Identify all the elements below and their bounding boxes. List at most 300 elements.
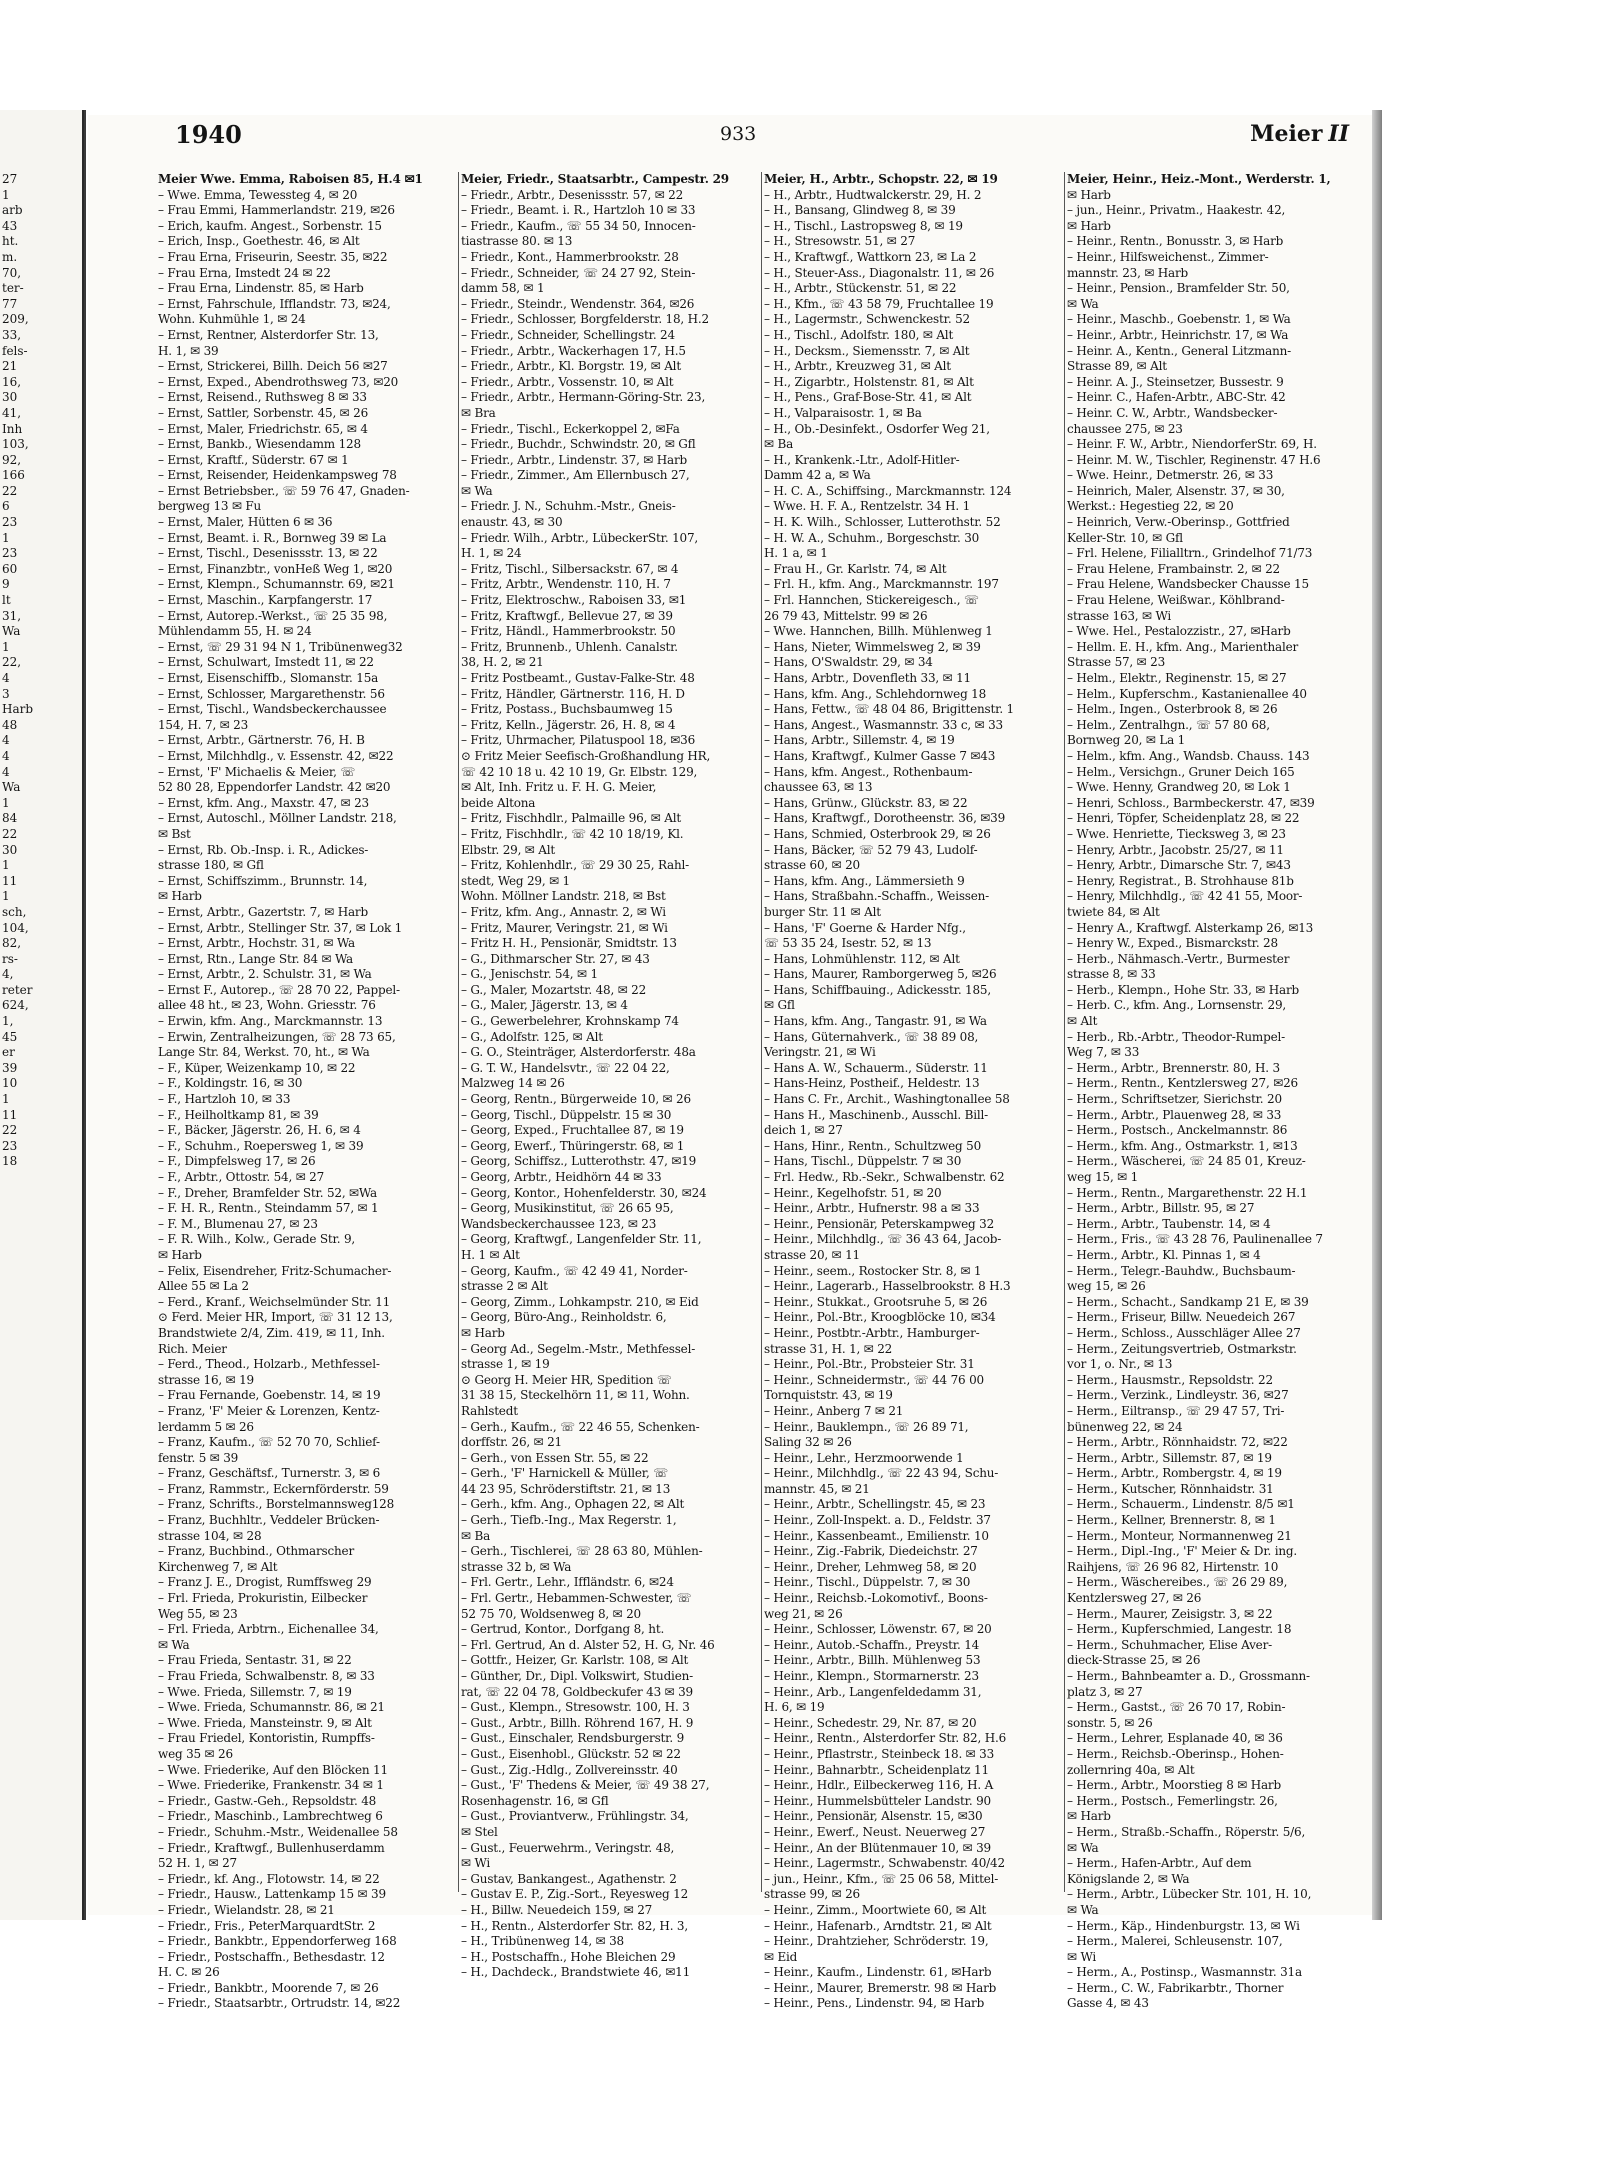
directory-entry: – Ernst, Fahrschule, Ifflandstr. 73, ✉24,: [158, 296, 391, 311]
directory-entry: Wandsbeckerchaussee 123, ✉ 23: [461, 1216, 657, 1231]
directory-entry: – H., Postschaffn., Hohe Bleichen 29: [461, 1949, 676, 1964]
directory-entry: – Heinr., Rentn., Alsterdorfer Str. 82, H.6: [764, 1731, 1007, 1746]
directory-entry: – Ernst, Schiffszimm., Brunnstr. 14,: [158, 873, 368, 888]
directory-entry: – Hans, Maurer, Ramborgerweg 5, ✉26: [764, 967, 997, 982]
directory-entry: ✉ Harb: [1067, 1809, 1111, 1824]
directory-entry: – Hans, kfm. Ang., Lämmersieth 9: [764, 873, 965, 888]
directory-entry: – Heinr., Anberg 7 ✉ 21: [764, 1403, 904, 1418]
directory-entry: ✉ Bra: [461, 405, 496, 420]
directory-entry: – Hans, Lohmühlenstr. 112, ✉ Alt: [764, 951, 960, 966]
directory-entry: – Ernst, Schulwart, Imstedt 11, ✉ 22: [158, 655, 374, 670]
directory-entry: – Herm., Maurer, Zeisigstr. 3, ✉ 22: [1067, 1606, 1273, 1621]
previous-page-fragment: ht.: [2, 234, 19, 249]
previous-page-fragment: 41,: [2, 405, 22, 420]
directory-entry: – Heinr., Kegelhofstr. 51, ✉ 20: [764, 1185, 942, 1200]
directory-entry: deich 1, ✉ 27: [764, 1123, 843, 1138]
page-number: 933: [720, 123, 757, 145]
directory-entry: – Herm., Schauerm., Lindenstr. 8/5 ✉1: [1067, 1497, 1295, 1512]
directory-entry: – Herm., Bahnbeamter a. D., Grossmann-: [1067, 1669, 1310, 1683]
directory-entry: – Ernst, Beamt. i. R., Bornweg 39 ✉ La: [158, 530, 387, 545]
directory-entry: – Herm., Verzink., Lindleystr. 36, ✉27: [1067, 1388, 1289, 1403]
directory-entry: – G., Jenischstr. 54, ✉ 1: [461, 967, 598, 982]
directory-entry: – Herm., Arbtr., Sillemstr. 87, ✉ 19: [1067, 1450, 1272, 1465]
directory-entry: – Herm., A., Postinsp., Wasmannstr. 31a: [1067, 1965, 1302, 1980]
directory-entry: – Ernst, Eisenschiffb., Slomanstr. 15a: [158, 671, 379, 685]
directory-entry: – Ernst, Tischl., Wandsbeckerchaussee: [158, 702, 387, 717]
directory-entry: – Franz, Schrifts., Borstelmannsweg128: [158, 1497, 395, 1512]
directory-entry: – Friedr., Schlosser, Borgfelderstr. 18, H.2: [461, 312, 709, 327]
directory-entry: – Herm., Kupferschmied, Langestr. 18: [1067, 1622, 1292, 1637]
directory-entry: – Heinr. F. W., Arbtr., NiendorferStr. 69, H.: [1067, 437, 1317, 452]
directory-entry: – Ernst, Arbtr., Hochstr. 31, ✉ Wa: [158, 936, 355, 951]
directory-entry: – Frau Fernande, Goebenstr. 14, ✉ 19: [158, 1388, 381, 1403]
directory-entry: – Herm., Arbtr., Moorstieg 8 ✉ Harb: [1067, 1778, 1281, 1793]
directory-entry: Werkst.: Hegestieg 22, ✉ 20: [1067, 499, 1234, 514]
directory-entry: – Friedr., Beamt. i. R., Hartzloh 10 ✉ 33: [461, 203, 696, 218]
directory-entry: – Ernst, Schlosser, Margarethenstr. 56: [158, 686, 385, 701]
directory-entry: – Heinr., Lagerarb., Hasselbrookstr. 8 H.3: [764, 1279, 1011, 1294]
directory-entry: – Friedr., Arbtr., Wackerhagen 17, H.5: [461, 343, 686, 358]
directory-entry: 38, H. 2, ✉ 21: [461, 655, 544, 670]
directory-entry: – Ernst, Strickerei, Billh. Deich 56 ✉27: [158, 359, 388, 374]
directory-entry: – Ernst, Milchhdlg., v. Essenstr. 42, ✉22: [158, 748, 394, 763]
directory-column-1: [158, 172, 444, 2011]
directory-entry: ✉ Wi: [1067, 1949, 1097, 1964]
previous-page-fragment: 4: [2, 764, 10, 779]
directory-entry: – Herm., Kutscher, Rönnhaidstr. 31: [1067, 1481, 1274, 1496]
directory-entry: – Wwe. Emma, Tewessteg 4, ✉ 20: [158, 187, 358, 202]
previous-page-fragment: 3: [2, 686, 10, 701]
directory-entry: weg 35 ✉ 26: [158, 1746, 233, 1761]
directory-entry: Bornweg 20, ✉ La 1: [1067, 733, 1186, 748]
directory-entry: – Ernst, 'F' Michaelis & Meier, ☏: [158, 764, 356, 779]
directory-entry: – Herm., Monteur, Normannenweg 21: [1067, 1528, 1292, 1543]
previous-page-fragment: 23: [2, 546, 18, 561]
directory-entry: Malzweg 14 ✉ 26: [461, 1076, 565, 1091]
directory-entry: H. 6, ✉ 19: [764, 1700, 825, 1715]
previous-page-fragment: 1: [2, 858, 10, 873]
directory-entry: Allee 55 ✉ La 2: [158, 1279, 249, 1294]
directory-entry: – Gust., Eisenhobl., Glückstr. 52 ✉ 22: [461, 1746, 681, 1761]
directory-entry: – Heinr., Zimm., Moortwiete 60, ✉ Alt: [764, 1902, 987, 1917]
directory-entry: chaussee 275, ✉ 23: [1067, 421, 1183, 436]
directory-entry: allee 48 ht., ✉ 23, Wohn. Griesstr. 76: [158, 998, 376, 1013]
directory-entry: – Fritz, Uhrmacher, Pilatuspool 18, ✉36: [461, 733, 696, 748]
previous-page-fragment: 9: [2, 577, 10, 592]
directory-entry: – Franz, 'F' Meier & Lorenzen, Kentz-: [158, 1403, 380, 1418]
directory-entry: – Franz, Kaufm., ☏ 52 70 70, Schlief-: [158, 1435, 380, 1450]
directory-entry: – Helm., Zentralhgn., ☏ 57 80 68,: [1067, 717, 1270, 732]
directory-entry: – Hans, Bäcker, ☏ 52 79 43, Ludolf-: [764, 842, 978, 857]
directory-entry: – Herm., Arbtr., Brennerstr. 80, H. 3: [1067, 1060, 1280, 1075]
directory-entry: – Friedr., Arbtr., Lindenstr. 37, ✉ Harb: [461, 452, 688, 467]
directory-entry: Rosenhagenstr. 16, ✉ Gfl: [461, 1793, 609, 1808]
directory-entry: – F. M., Blumenau 27, ✉ 23: [158, 1216, 318, 1231]
previous-page-fragment: fels-: [2, 343, 28, 358]
directory-entry: bünenweg 22, ✉ 24: [1067, 1419, 1183, 1434]
directory-entry: rat, ☏ 22 04 78, Goldbeckufer 43 ✉ 39: [461, 1684, 693, 1699]
directory-entry: Meier, H., Arbtr., Schopstr. 22, ✉ 19: [764, 172, 998, 186]
directory-entry: – Hans-Heinz, Postheif., Heldestr. 13: [764, 1076, 980, 1091]
directory-entry: – H., Billw. Neuedeich 159, ✉ 27: [461, 1902, 653, 1917]
previous-page-fragment: 1: [2, 639, 10, 654]
directory-entry: – Georg, Schiffsz., Lutterothstr. 47, ✉19: [461, 1154, 697, 1169]
directory-entry: – Friedr., Tischl., Eckerkoppel 2, ✉Fa: [461, 421, 680, 436]
directory-entry: – Heinr., Pensionär, Peterskampweg 32: [764, 1216, 995, 1231]
previous-page-fragment: 4: [2, 671, 10, 685]
directory-entry: – Wwe. Hannchen, Billh. Mühlenweg 1: [764, 624, 993, 639]
directory-entry: – Heinr., Reichsb.-Lokomotivf., Boons-: [764, 1591, 988, 1606]
directory-entry: – Herm., Arbtr., Lübecker Str. 101, H. 10,: [1067, 1887, 1312, 1902]
directory-entry: strasse 32 b, ✉ Wa: [461, 1559, 572, 1574]
directory-entry: – Fritz, kfm. Ang., Annastr. 2, ✉ Wi: [461, 904, 666, 919]
previous-page-fragment: rs-: [2, 951, 18, 966]
directory-entry: – Friedr., Staatsarbtr., Ortrudstr. 14, ✉22: [158, 1996, 401, 2011]
directory-entry: – Herm., Käp., Hindenburgstr. 13, ✉ Wi: [1067, 1918, 1300, 1933]
directory-entry: – Herm., Malerei, Schleusenstr. 107,: [1067, 1934, 1283, 1949]
directory-entry: – Heinr., Pens., Lindenstr. 94, ✉ Harb: [764, 1996, 985, 2011]
directory-entry: Weg 55, ✉ 23: [158, 1606, 238, 1621]
directory-entry: – Gerh., von Essen Str. 55, ✉ 22: [461, 1450, 649, 1465]
directory-entry: – Herm., Hausmstr., Repsoldstr. 22: [1067, 1372, 1273, 1387]
directory-entry: – Friedr., Kraftwgf., Bullenhuserdamm: [158, 1840, 385, 1855]
directory-entry: – Friedr., kf. Ang., Flotowstr. 14, ✉ 22: [158, 1871, 380, 1886]
directory-entry: – Frl. Hannchen, Stickereigesch., ☏: [764, 593, 979, 608]
directory-entry: – Friedr., Bankbtr., Eppendorferweg 168: [158, 1934, 397, 1949]
directory-entry: – Herm., Postsch., Anckelmannstr. 86: [1067, 1123, 1288, 1138]
directory-entry: – Herb., Nähmasch.-Vertr., Burmester: [1067, 951, 1290, 966]
directory-entry: – Gustav, Bankangest., Agathenstr. 2: [461, 1871, 677, 1886]
directory-entry: – Ernst, ☏ 29 31 94 N 1, Tribünenweg32: [158, 639, 403, 654]
directory-entry: – Friedr., Maschinb., Lambrechtweg 6: [158, 1809, 383, 1824]
directory-entry: – Wwe. H. F. A., Rentzelstr. 34 H. 1: [764, 499, 971, 514]
directory-entry: – Frau Emmi, Hammerlandstr. 219, ✉26: [158, 203, 395, 218]
directory-entry: – Friedr., Hausw., Lattenkamp 15 ✉ 39: [158, 1887, 386, 1902]
directory-entry: – Herm., Dipl.-Ing., 'F' Meier & Dr. ing.: [1067, 1544, 1298, 1559]
directory-entry: – Helm., kfm. Ang., Wandsb. Chauss. 143: [1067, 748, 1310, 763]
directory-entry: – Heinr., Milchhdlg., ☏ 22 43 94, Schu-: [764, 1466, 999, 1481]
directory-entry: – Ernst, Autoschl., Möllner Landstr. 218,: [158, 811, 397, 826]
directory-entry: – Heinrich, Maler, Alsenstr. 37, ✉ 30,: [1067, 483, 1285, 498]
directory-entry: – Ernst, Rtn., Lange Str. 84 ✉ Wa: [158, 951, 354, 966]
directory-entry: – Ernst, Maler, Friedrichstr. 65, ✉ 4: [158, 421, 368, 436]
previous-page-fragment: 4: [2, 733, 10, 748]
directory-entry: – Heinr., Hafenarb., Arndtstr. 21, ✉ Alt: [764, 1918, 992, 1933]
previous-page-fragment: Harb: [2, 702, 34, 717]
directory-entry: – Herm., Schacht., Sandkamp 21 E, ✉ 39: [1067, 1294, 1309, 1309]
previous-page-fragment: er: [2, 1045, 15, 1060]
directory-entry: – Herm., Schloss., Ausschläger Allee 27: [1067, 1325, 1301, 1340]
directory-entry: – Hans, Kraftwgf., Dorotheenstr. 36, ✉39: [764, 811, 1006, 826]
directory-entry: weg 15, ✉ 1: [1067, 1170, 1139, 1184]
directory-entry: – Heinr., Tischl., Düppelstr. 7, ✉ 30: [764, 1575, 971, 1590]
directory-entry: – Gust., Zig.-Hdlg., Zollvereinsstr. 40: [461, 1762, 678, 1777]
directory-entry: – Heinr. C. W., Arbtr., Wandsbecker-: [1067, 405, 1278, 420]
header-year: 1940: [175, 120, 242, 149]
directory-entry: – Herb., Rb.-Arbtr., Theodor-Rumpel-: [1067, 1029, 1285, 1044]
previous-page-fragment: 30: [2, 390, 18, 405]
directory-entry: – Herm., C. W., Fabrikarbtr., Thorner: [1067, 1980, 1284, 1995]
directory-entry: – Friedr., Arbtr., Hermann-Göring-Str. 23,: [461, 390, 706, 405]
directory-entry: – Gust., Feuerwehrm., Veringstr. 48,: [461, 1840, 675, 1855]
directory-entry: – Ernst, Rb. Ob.-Insp. i. R., Adickes-: [158, 842, 369, 857]
directory-entry: weg 15, ✉ 26: [1067, 1279, 1146, 1294]
directory-entry: – H., Ob.-Desinfekt., Osdorfer Weg 21,: [764, 421, 990, 436]
directory-entry: – Fritz, Kraftwgf., Bellevue 27, ✉ 39: [461, 608, 673, 623]
directory-entry: – Henri, Schloss., Barmbeckerstr. 47, ✉39: [1067, 795, 1315, 810]
directory-entry: – Heinr. A. J., Steinsetzer, Bussestr. 9: [1067, 374, 1284, 389]
directory-entry: – Wwe. Henny, Grandweg 20, ✉ Lok 1: [1067, 780, 1291, 795]
directory-entry: – Hans, Schiffbauing., Adickesstr. 185,: [764, 982, 991, 997]
previous-page-fragment: 22: [2, 483, 18, 498]
previous-page-fragment: reter: [2, 982, 33, 997]
directory-entry: – Herm., Arbtr., Taubenstr. 14, ✉ 4: [1067, 1216, 1271, 1231]
directory-entry: – Felix, Eisendreher, Fritz-Schumacher-: [158, 1263, 392, 1278]
directory-entry: – Friedr., Postschaffn., Bethesdastr. 12: [158, 1949, 385, 1964]
directory-entry: Mühlendamm 55, H. ✉ 24: [158, 624, 312, 639]
directory-entry: – Erwin, kfm. Ang., Marckmannstr. 13: [158, 1014, 383, 1029]
directory-entry: – Georg Ad., Segelm.-Mstr., Methfessel-: [461, 1341, 696, 1356]
directory-entry: strasse 99, ✉ 26: [764, 1887, 860, 1902]
directory-entry: ✉ Harb: [1067, 187, 1111, 202]
directory-entry: – H., Dachdeck., Brandstwiete 46, ✉11: [461, 1965, 691, 1980]
directory-entry: – Friedr., Schneider, ☏ 24 27 92, Stein-: [461, 265, 696, 280]
directory-entry: – Ernst, Kraftf., Süderstr. 67 ✉ 1: [158, 452, 349, 467]
directory-entry: – Gust., Klempn., Stresowstr. 100, H. 3: [461, 1700, 690, 1715]
previous-page-fragment: 18: [2, 1154, 18, 1169]
directory-entry: – Frau Helene, Weißwar., Köhlbrand-: [1067, 593, 1285, 608]
directory-entry: – Hellm. E. H., kfm. Ang., Marienthaler: [1067, 639, 1299, 654]
directory-entry: – Ernst, Arbtr., Stellinger Str. 37, ✉ Lok 1: [158, 920, 403, 935]
directory-entry: burger Str. 11 ✉ Alt: [764, 904, 881, 919]
directory-entry: – Herm., Wäschereibes., ☏ 26 29 89,: [1067, 1575, 1288, 1590]
directory-entry: – Fritz, Fischhdlr., Palmaille 96, ✉ Alt: [461, 811, 681, 826]
directory-entry: – Ernst, kfm. Ang., Maxstr. 47, ✉ 23: [158, 795, 369, 810]
directory-entry: – Friedr., Arbtr., Kl. Borgstr. 19, ✉ Alt: [461, 359, 681, 374]
directory-entry: 52 75 70, Woldsenweg 8, ✉ 20: [461, 1606, 641, 1621]
previous-page-fragment: arb: [2, 203, 23, 218]
directory-entry: – Herm., Postsch., Femerlingstr. 26,: [1067, 1793, 1278, 1808]
previous-page-fragment: 166: [2, 468, 25, 483]
directory-entry: – Ernst Betriebsber., ☏ 59 76 47, Gnaden-: [158, 483, 410, 498]
directory-entry: twiete 84, ✉ Alt: [1067, 904, 1160, 919]
directory-entry: Kirchenweg 7, ✉ Alt: [158, 1559, 278, 1574]
directory-entry: Königslande 2, ✉ Wa: [1067, 1871, 1190, 1886]
directory-entry: – Hans, kfm. Ang., Tangastr. 91, ✉ Wa: [764, 1014, 987, 1029]
directory-entry: – Wwe. Hel., Pestalozzistr., 27, ✉Harb: [1067, 624, 1291, 639]
directory-entry: – Heinr., Klempn., Stormarnerstr. 23: [764, 1669, 979, 1683]
directory-entry: Rahlstedt: [461, 1403, 518, 1418]
directory-entry: – Herm., Reichsb.-Oberinsp., Hohen-: [1067, 1746, 1284, 1761]
directory-entry: – Friedr., Kont., Hammerbrookstr. 28: [461, 249, 679, 264]
directory-entry: – Frau H., Gr. Karlstr. 74, ✉ Alt: [764, 561, 947, 576]
directory-entry: – Ernst, Exped., Abendrothsweg 73, ✉20: [158, 374, 399, 389]
previous-page-fragment: 22,: [2, 655, 22, 670]
directory-entry: – Fritz H. H., Pensionär, Smidtstr. 13: [461, 936, 677, 951]
directory-entry: Lange Str. 84, Werkst. 70, ht., ✉ Wa: [158, 1045, 370, 1060]
previous-page-fragment: 1: [2, 530, 10, 545]
directory-entry: – Georg, Rentn., Bürgerweide 10, ✉ 26: [461, 1092, 691, 1107]
directory-entry: lerdamm 5 ✉ 26: [158, 1419, 254, 1434]
directory-entry: Rich. Meier: [158, 1341, 227, 1356]
directory-entry: – Frau Erna, Imstedt 24 ✉ 22: [158, 265, 331, 280]
directory-entry: – Herm., Lehrer, Esplanade 40, ✉ 36: [1067, 1731, 1283, 1746]
previous-page-fragment: 209,: [2, 312, 29, 327]
directory-entry: strasse 31, H. 1, ✉ 22: [764, 1341, 893, 1356]
page-header: [100, 120, 1365, 158]
directory-entry: mannstr. 23, ✉ Harb: [1067, 265, 1189, 280]
directory-entry: – Frl. H., kfm. Ang., Marckmannstr. 197: [764, 577, 999, 592]
directory-entry: – G., Maler, Mozartstr. 48, ✉ 22: [461, 982, 647, 997]
directory-entry: ✉ Alt, Inh. Fritz u. F. H. G. Meier,: [461, 780, 657, 795]
previous-page-margin: [0, 110, 84, 1920]
directory-entry: – H., Decksm., Siemensstr. 7, ✉ Alt: [764, 343, 970, 358]
directory-entry: – Ernst, Bankb., Wiesendamm 128: [158, 437, 361, 452]
directory-entry: – Ernst, Sattler, Sorbenstr. 45, ✉ 26: [158, 405, 369, 420]
directory-entry: ✉ Wa: [461, 483, 493, 498]
directory-entry: strasse 20, ✉ 11: [764, 1247, 860, 1262]
directory-entry: – Hans, kfm. Ang., Schlehdornweg 18: [764, 686, 987, 701]
directory-entry: – Gerh., kfm. Ang., Ophagen 22, ✉ Alt: [461, 1497, 685, 1512]
directory-entry: Saling 32 ✉ 26: [764, 1435, 852, 1450]
header-surname: [1250, 121, 1349, 147]
directory-entry: ✉ Wi: [461, 1856, 491, 1871]
directory-entry: – Fritz, Kelln., Jägerstr. 26, H. 8, ✉ 4: [461, 717, 676, 732]
directory-entry: – Frl. Gertr., Hebammen-Schwester, ☏: [461, 1591, 692, 1606]
previous-page-fragment: lt: [2, 593, 11, 608]
directory-entry: – H., Tribünenweg 14, ✉ 38: [461, 1934, 624, 1949]
directory-entry: – Erich, kaufm. Angest., Sorbenstr. 15: [158, 218, 382, 233]
directory-entry: – Gustav E. P., Zig.-Sort., Reyesweg 12: [461, 1887, 689, 1902]
directory-entry: – F., Hartzloh 10, ✉ 33: [158, 1092, 291, 1107]
directory-entry: – Georg, Tischl., Düppelstr. 15 ✉ 30: [461, 1107, 672, 1122]
directory-entry: – Georg, Büro-Ang., Reinholdstr. 6,: [461, 1310, 667, 1325]
directory-entry: Kentzlersweg 27, ✉ 26: [1067, 1591, 1202, 1606]
directory-entry: – F. R. Wilh., Kolw., Gerade Str. 9,: [158, 1232, 356, 1247]
directory-entry: – Georg, Kontor., Hohenfelderstr. 30, ✉24: [461, 1185, 707, 1200]
previous-page-fragment: ter-: [2, 281, 24, 296]
directory-entry: – Heinr., Bahnarbtr., Scheidenplatz 11: [764, 1762, 989, 1777]
previous-page-fragment: 33,: [2, 327, 22, 342]
directory-entry: ✉ Harb: [1067, 218, 1111, 233]
directory-entry: – Fritz, Kohlenhdlr., ☏ 29 30 25, Rahl-: [461, 858, 690, 873]
directory-entry: – Heinr., Milchhdlg., ☏ 36 43 64, Jacob-: [764, 1232, 1002, 1247]
directory-entry: – Fritz, Arbtr., Wendenstr. 110, H. 7: [461, 577, 671, 592]
directory-entry: H. 1, ✉ 39: [158, 343, 219, 358]
previous-page-fragment: 22: [2, 826, 18, 841]
directory-entry: – H. K. Wilh., Schlosser, Lutterothstr. 52: [764, 515, 1001, 530]
previous-page-fragment: 48: [2, 717, 18, 732]
directory-entry: – Fritz, Händl., Hammerbrookstr. 50: [461, 624, 676, 639]
directory-entry: – Hans, Güternahverk., ☏ 38 89 08,: [764, 1029, 979, 1044]
directory-entry: – Hans, Kraftwgf., Kulmer Gasse 7 ✉43: [764, 748, 996, 763]
directory-entry: – Wwe. Friederike, Frankenstr. 34 ✉ 1: [158, 1778, 384, 1793]
directory-entry: Brandstwiete 2/4, Zim. 419, ✉ 11, Inh.: [158, 1325, 385, 1340]
directory-entry: tiastrasse 80. ✉ 13: [461, 234, 573, 249]
previous-page-fragment: 11: [2, 1107, 18, 1122]
directory-entry: – Heinr., Kassenbeamt., Emilienstr. 10: [764, 1528, 989, 1543]
directory-entry: damm 58, ✉ 1: [461, 281, 545, 296]
directory-entry: – Georg, Ewerf., Thüringerstr. 68, ✉ 1: [461, 1138, 685, 1153]
directory-entry: ⊙ Fritz Meier Seefisch-Großhandlung HR,: [461, 748, 711, 763]
previous-page-fragment: 30: [2, 842, 18, 857]
directory-entry: – Heinr., Autob.-Schaffn., Preystr. 14: [764, 1637, 980, 1652]
previous-page-fragment: Wa: [2, 624, 21, 639]
directory-entry: – Gust., Arbtr., Billh. Röhrend 167, H. 9: [461, 1715, 694, 1730]
directory-entry: – Hans, Grünw., Glückstr. 83, ✉ 22: [764, 795, 968, 810]
directory-entry: – Franz, Buchhltr., Veddeler Brücken-: [158, 1513, 380, 1528]
directory-entry: – Heinr., Schedestr. 29, Nr. 87, ✉ 20: [764, 1715, 977, 1730]
directory-entry: – Henri, Töpfer, Scheidenplatz 28, ✉ 22: [1067, 811, 1300, 826]
directory-entry: – Frl. Frieda, Arbtrn., Eichenallee 34,: [158, 1622, 379, 1637]
directory-entry: – G., Dithmarscher Str. 27, ✉ 43: [461, 951, 650, 966]
directory-entry: enaustr. 43, ✉ 30: [461, 515, 563, 530]
directory-entry: – Ernst, Maschin., Karpfangerstr. 17: [158, 593, 373, 608]
directory-entry: – Frau Erna, Friseurin, Seestr. 35, ✉22: [158, 249, 388, 264]
directory-entry: mannstr. 45, ✉ 21: [764, 1481, 870, 1496]
previous-page-fragment: 1: [2, 889, 10, 904]
directory-entry: – Gerh., 'F' Harnickell & Müller, ☏: [461, 1466, 668, 1481]
directory-entry: 31 38 15, Steckelhörn 11, ✉ 11, Wohn.: [461, 1388, 690, 1403]
directory-entry: H. C. ✉ 26: [158, 1965, 220, 1980]
directory-entry: – Gust., Einschaler, Rendsburgerstr. 9: [461, 1731, 685, 1746]
directory-entry: – Heinr., Hilfsweichenst., Zimmer-: [1067, 249, 1269, 264]
directory-entry: – Herm., Wäscherei, ☏ 24 85 01, Kreuz-: [1067, 1154, 1306, 1169]
directory-entry: zollernring 40a, ✉ Alt: [1067, 1762, 1195, 1777]
directory-entry: – Wwe. Heinr., Detmerstr. 26, ✉ 33: [1067, 468, 1274, 483]
directory-entry: – H., Tischl., Adolfstr. 180, ✉ Alt: [764, 327, 954, 342]
directory-entry: – F., Dreher, Bramfelder Str. 52, ✉Wa: [158, 1185, 377, 1200]
directory-entry: – Erich, Insp., Goethestr. 46, ✉ Alt: [158, 234, 360, 249]
directory-entry: – Henry W., Exped., Bismarckstr. 28: [1067, 936, 1278, 951]
directory-entry: – Frau Erna, Lindenstr. 85, ✉ Harb: [158, 281, 364, 296]
previous-page-fragment: 1: [2, 187, 10, 202]
previous-page-fragment: 70,: [2, 265, 22, 280]
previous-page-fragment: 6: [2, 499, 10, 514]
directory-entry: – Heinr., Bauklempn., ☏ 26 89 71,: [764, 1419, 969, 1434]
directory-entry: – F., Dimpfelsweg 17, ✉ 26: [158, 1154, 316, 1169]
directory-entry: – Hans, Angest., Wasmannstr. 33 c, ✉ 33: [764, 717, 1003, 732]
previous-page-fragment: 624,: [2, 998, 29, 1013]
directory-entry: H. 1 a, ✉ 1: [764, 546, 828, 561]
directory-entry: – Herm., Arbtr., Kl. Pinnas 1, ✉ 4: [1067, 1247, 1261, 1262]
previous-page-fragment: 82,: [2, 936, 22, 951]
page-edge-shadow: [1372, 110, 1382, 1920]
directory-entry: – Heinr., Pflastrstr., Steinbeck 18. ✉ 33: [764, 1746, 995, 1761]
directory-entry: – Herm., Fris., ☏ 43 28 76, Paulinenallee 7: [1067, 1232, 1323, 1247]
directory-entry: – Georg, Kaufm., ☏ 42 49 41, Norder-: [461, 1263, 688, 1278]
directory-entry: – H., Bansang, Glindweg 8, ✉ 39: [764, 203, 956, 218]
directory-entry: weg 21, ✉ 26: [764, 1606, 843, 1621]
directory-entry: – F., Bäcker, Jägerstr. 26, H. 6, ✉ 4: [158, 1123, 361, 1138]
directory-entry: – Heinr. A., Kentn., General Litzmann-: [1067, 343, 1292, 358]
directory-entry: ✉ Ba: [764, 437, 794, 452]
directory-entry: – Friedr., Schneider, Schellingstr. 24: [461, 327, 675, 342]
directory-entry: – Frau Friedel, Kontoristin, Rumpffs-: [158, 1731, 375, 1746]
previous-page-fragment: 23: [2, 515, 18, 530]
directory-entry: H. 1 ✉ Alt: [461, 1247, 520, 1262]
directory-entry: ⊙ Georg H. Meier HR, Spedition ☏: [461, 1372, 672, 1387]
directory-entry: – G. T. W., Handelsvtr., ☏ 22 04 22,: [461, 1060, 670, 1075]
directory-entry: Meier Wwe. Emma, Raboisen 85, H.4 ✉1: [158, 172, 423, 186]
directory-entry: – Henry A., Kraftwgf. Alsterkamp 26, ✉13: [1067, 920, 1314, 935]
directory-entry: – Herm., Straßb.-Schaffn., Röperstr. 5/6,: [1067, 1824, 1306, 1839]
directory-entry: – F., Küper, Weizenkamp 10, ✉ 22: [158, 1060, 356, 1075]
directory-entry: – Frau Helene, Frambainstr. 2, ✉ 22: [1067, 561, 1280, 576]
directory-entry: – H., Arbtr., Hudtwalckerstr. 29, H. 2: [764, 187, 982, 202]
directory-entry: – H., Kfm., ☏ 43 58 79, Fruchtallee 19: [764, 296, 994, 311]
directory-entry: – Hans, Nieter, Wimmelsweg 2, ✉ 39: [764, 639, 981, 654]
